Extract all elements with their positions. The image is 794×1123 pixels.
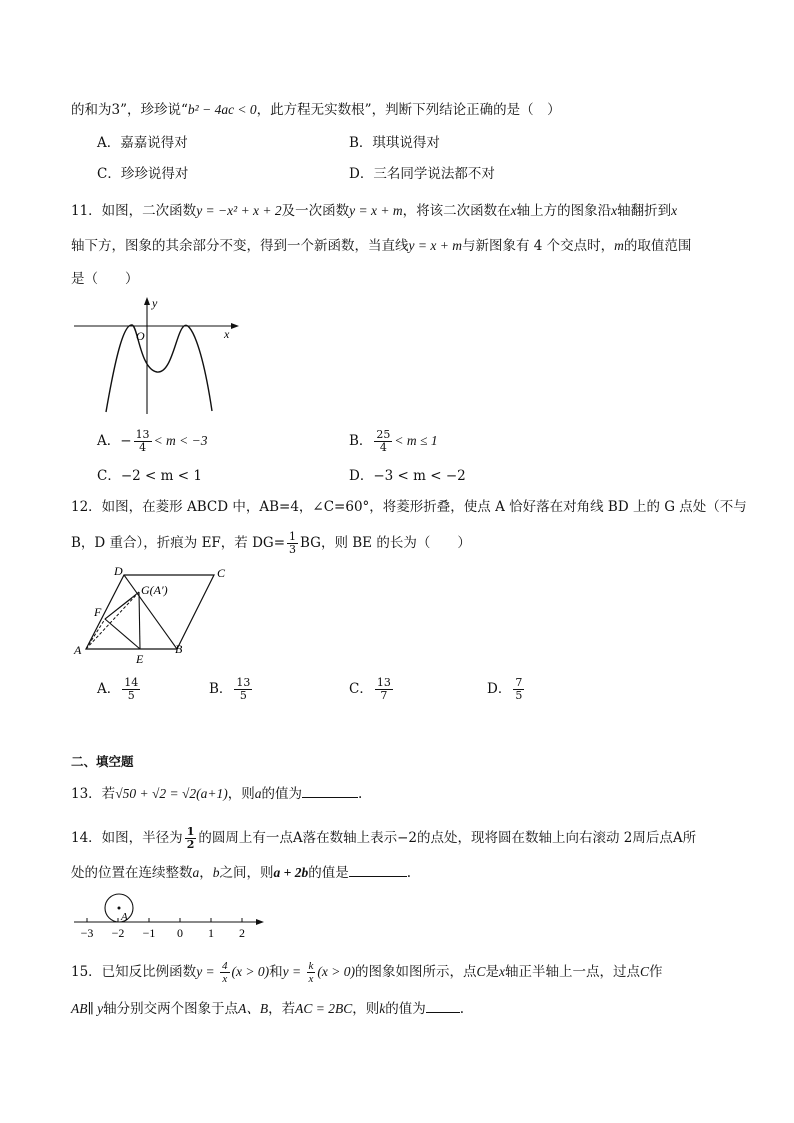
q12-option-d[interactable]: D． $\frac{7}{5}$: [487, 676, 523, 702]
q15-answer-blank[interactable]: [426, 998, 460, 1013]
tick-label-neg1: −1: [142, 926, 156, 940]
point-a-dot: [118, 907, 121, 910]
q11-option-b[interactable]: B． $\frac{25}{4}$ < m ≤ 1: [349, 428, 438, 454]
q10-continuation: 的和为3”，珍珍说“b² − 4ac < 0，此方程无实数根”，判断下列结论正确的是（ ）: [71, 102, 561, 118]
q10-option-c[interactable]: C．珍珍说得对: [97, 166, 189, 182]
q14-text-line1: 14．如图，半径为 $\frac{1}{2}$ 的圆周上有一点A落在数轴上表示−2的点处，现将圆在数轴上向右滚动 2周后点A所: [71, 825, 697, 851]
q15-text-line1: 15．已知反比例函数y = $\frac{4}{x}$ (x > 0)和y = $\frac{k}{x}$ (x > 0)的图象如图所示，点C是x轴正半轴上一点，过点C作: [71, 960, 663, 985]
q12-figure: [72, 563, 242, 669]
q13-equation: √50 + √2 = √2(a+1): [115, 786, 228, 801]
q11-x-label: x: [224, 327, 230, 341]
tick-label-neg3: −3: [80, 926, 94, 940]
q12-label-c: C: [217, 566, 226, 580]
q10-option-a[interactable]: A．嘉嘉说得对: [97, 135, 188, 151]
q11-option-c[interactable]: C．−2 < m < 1: [97, 468, 202, 484]
q11-y-label: y: [152, 296, 158, 310]
q12-option-b[interactable]: B． $\frac{13}{5}$: [209, 676, 251, 702]
tick-label-1: 1: [208, 926, 214, 940]
q10-option-b[interactable]: B．琪琪说得对: [349, 135, 440, 151]
q12-label-d: D: [114, 564, 123, 578]
q12-label-e: E: [136, 652, 144, 666]
tick-label-0: 0: [177, 926, 183, 940]
q11-figure: [72, 294, 244, 419]
q10-option-d[interactable]: D．三名同学说法都不对: [349, 166, 495, 182]
q12-label-a: A: [74, 643, 82, 657]
q15-text-line2: AB∥ y轴分别交两个图象于点A、B，若AC = 2BC，则k的值为 .: [71, 998, 464, 1019]
q11-text-line2: 轴下方，图象的其余部分不变，得到一个新函数，当直线y = x + m与新图象有 4 个交点时，m的取值范围: [71, 238, 692, 254]
q12-label-b: B: [175, 642, 183, 656]
q14-answer-blank[interactable]: [349, 862, 407, 877]
q12-label-f: F: [94, 605, 102, 619]
q11-origin-label: O: [136, 329, 145, 343]
q11-text-line3: 是（ ）: [71, 271, 139, 287]
q11-option-d[interactable]: D．−3 < m < −2: [349, 468, 466, 484]
q11-text-line1: 11．如图，二次函数y = −x² + x + 2及一次函数y = x + m，将该二次函数在x轴上方的图象沿x轴翻折到x: [71, 203, 678, 219]
section-title: 二、填空题: [71, 754, 134, 769]
q14-text-line2: 处的位置在连续整数a，b之间，则a + 2b的值是 .: [71, 862, 411, 883]
q14-number-line: [72, 888, 272, 940]
q12-option-a[interactable]: A． $\frac{14}{5}$: [97, 676, 139, 702]
q11-option-a[interactable]: A．− $\frac{13}{4}$ < m < −3: [97, 428, 208, 454]
q10-discriminant: b² − 4ac < 0: [187, 102, 257, 117]
q12-label-g: G(A′): [141, 583, 168, 597]
q13-answer-blank[interactable]: [302, 783, 358, 798]
tick-label-neg2: −2: [111, 926, 125, 940]
q13-text: 13．若√50 + √2 = √2(a+1)，则a的值为 .: [71, 783, 362, 804]
tick-label-2: 2: [239, 926, 245, 940]
q12-text-line2: B，D 重合），折痕为 EF，若 DG= $\frac{1}{3}$ BG，则 BE 的长为（ ）: [71, 530, 471, 556]
q12-option-c[interactable]: C． $\frac{13}{7}$: [349, 676, 391, 702]
q12-text-line1: 12．如图，在菱形 ABCD 中，AB=4，∠C=60°，将菱形折叠，使点 A 恰好落在对角线 BD 上的 G 点处（不与: [71, 499, 747, 515]
point-a-label: A: [121, 911, 128, 923]
